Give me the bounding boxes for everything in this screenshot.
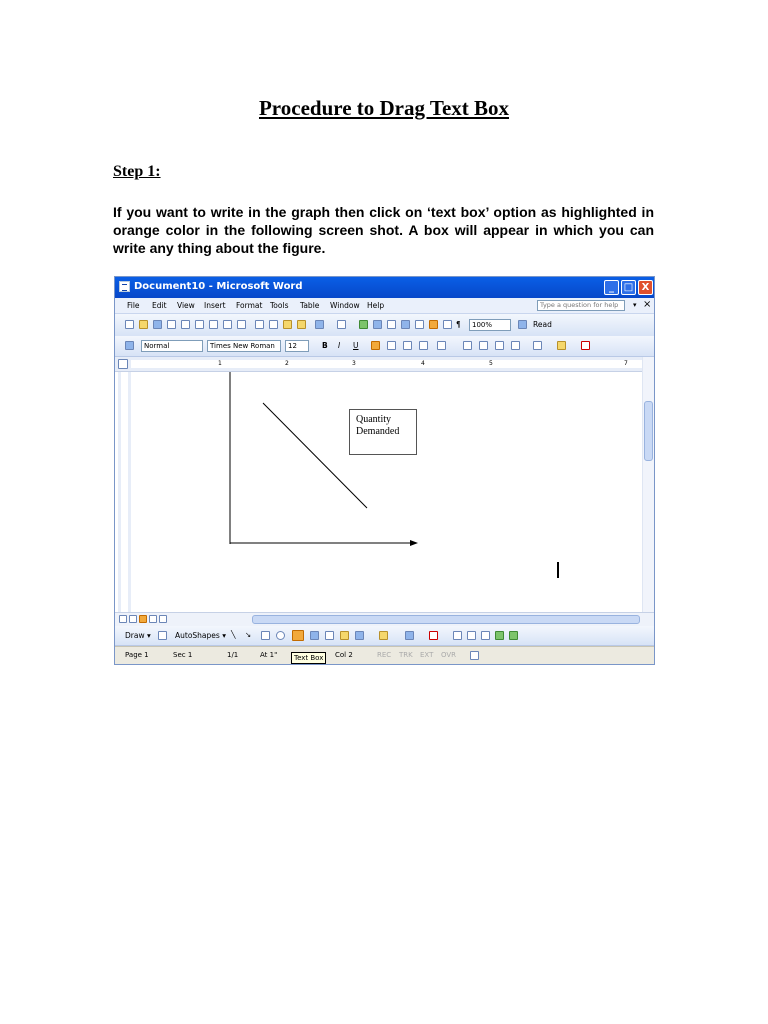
ruler-mark: 5: [489, 360, 493, 367]
status-col: Col 2: [335, 651, 353, 659]
help-icon[interactable]: [518, 320, 527, 329]
status-pages: 1/1: [227, 651, 239, 659]
word-screenshot: [114, 276, 655, 665]
ruler-mark: 1: [218, 360, 222, 367]
web-view-icon[interactable]: [129, 615, 137, 623]
status-bar: [115, 646, 654, 665]
autoshapes-menu[interactable]: AutoShapes ▾: [175, 631, 226, 640]
increase-indent-icon[interactable]: [511, 341, 520, 350]
print-layout-icon[interactable]: [139, 615, 147, 623]
standard-toolbar: [115, 314, 654, 337]
quantity-demanded-textbox[interactable]: [349, 409, 417, 455]
draw-font-color-icon[interactable]: [429, 631, 438, 640]
underline-button[interactable]: U: [353, 341, 359, 350]
zoom-select[interactable]: 100%: [469, 319, 511, 331]
show-hide-icon[interactable]: ¶: [456, 320, 461, 329]
outline-view-icon[interactable]: [149, 615, 157, 623]
x-axis-arrowhead: [410, 540, 418, 546]
permission-icon[interactable]: [167, 320, 176, 329]
document-page[interactable]: [132, 372, 642, 612]
menu-edit[interactable]: Edit: [152, 301, 167, 310]
menu-view[interactable]: View: [177, 301, 195, 310]
ruler-mark: 3: [352, 360, 356, 367]
menu-help[interactable]: Help: [367, 301, 385, 310]
justify-icon[interactable]: [419, 341, 428, 350]
align-center-icon[interactable]: [387, 341, 396, 350]
columns-icon[interactable]: [415, 320, 424, 329]
vertical-scroll-thumb[interactable]: [644, 401, 653, 461]
vertical-scrollbar[interactable]: [642, 357, 655, 612]
menu-window[interactable]: Window: [330, 301, 360, 310]
bullets-icon[interactable]: [479, 341, 488, 350]
document-map-icon[interactable]: [443, 320, 452, 329]
menu-table[interactable]: Table: [300, 301, 320, 310]
align-right-icon[interactable]: [403, 341, 412, 350]
text-box-tool-icon[interactable]: [292, 630, 304, 641]
paste-icon[interactable]: [283, 320, 292, 329]
window-title: Document10 - Microsoft Word: [134, 281, 303, 292]
arrow-tool-icon[interactable]: ↘: [245, 630, 252, 639]
line-style-icon[interactable]: [453, 631, 462, 640]
fill-color-icon[interactable]: [379, 631, 388, 640]
graph-drawing: [132, 372, 642, 612]
maximize-button[interactable]: □: [621, 280, 636, 295]
menu-file[interactable]: File: [127, 301, 140, 310]
dash-style-icon[interactable]: [467, 631, 476, 640]
formatting-toolbar: [115, 336, 654, 357]
cut-icon[interactable]: [255, 320, 264, 329]
textbox-line-2: Demanded: [356, 426, 400, 437]
help-dropdown-icon[interactable]: ▾: [633, 301, 637, 309]
menu-format[interactable]: Format: [236, 301, 263, 310]
horizontal-scrollbar[interactable]: [115, 612, 654, 627]
redo-icon[interactable]: [337, 320, 346, 329]
line-spacing-icon[interactable]: [437, 341, 446, 350]
copy-icon[interactable]: [269, 320, 278, 329]
reading-view-icon[interactable]: [159, 615, 167, 623]
shadow-icon[interactable]: [495, 631, 504, 640]
bold-button[interactable]: B: [322, 341, 328, 350]
word-document-icon: [119, 281, 130, 292]
help-search-input[interactable]: Type a question for help: [537, 300, 625, 311]
save-icon[interactable]: [153, 320, 162, 329]
menu-tools[interactable]: Tools: [270, 301, 289, 310]
close-button[interactable]: X: [638, 280, 653, 295]
arrow-style-icon[interactable]: [481, 631, 490, 640]
ruler-mark: 2: [285, 360, 289, 367]
status-section: Sec 1: [173, 651, 193, 659]
font-select[interactable]: Times New Roman: [207, 340, 281, 352]
insert-excel-icon[interactable]: [401, 320, 410, 329]
email-icon[interactable]: [181, 320, 190, 329]
menu-insert[interactable]: Insert: [204, 301, 226, 310]
highlight-icon[interactable]: [557, 341, 566, 350]
undo-icon[interactable]: [315, 320, 324, 329]
status-page: Page 1: [125, 651, 149, 659]
vertical-ruler-track: [121, 372, 128, 612]
status-rec[interactable]: REC: [377, 651, 392, 659]
borders-icon[interactable]: [533, 341, 542, 350]
instruction-text: If you want to write in the graph then click on ‘text box’ option as highlighted in orange color in the following screen shot. A box will appear in which you can write any thing about the figure.: [113, 204, 654, 256]
spelling-icon[interactable]: [223, 320, 232, 329]
tables-borders-icon[interactable]: [373, 320, 382, 329]
select-objects-icon[interactable]: [158, 631, 167, 640]
print-preview-icon[interactable]: [209, 320, 218, 329]
text-box-tooltip: Text Box: [291, 652, 326, 664]
align-left-icon[interactable]: [371, 341, 380, 350]
3d-icon[interactable]: [509, 631, 518, 640]
window-titlebar: [115, 277, 654, 298]
instruction-paragraph: [113, 203, 654, 257]
new-document-icon[interactable]: [125, 320, 134, 329]
decrease-indent-icon[interactable]: [495, 341, 504, 350]
styles-icon[interactable]: [125, 341, 134, 350]
format-painter-icon[interactable]: [297, 320, 306, 329]
status-ovr[interactable]: OVR: [441, 651, 457, 659]
spelling-status-icon[interactable]: [470, 651, 479, 660]
status-trk[interactable]: TRK: [399, 651, 413, 659]
tab-selector-icon[interactable]: [118, 359, 128, 369]
print-icon[interactable]: [195, 320, 204, 329]
ruler-track: [131, 360, 643, 368]
status-ext[interactable]: EXT: [420, 651, 434, 659]
research-icon[interactable]: [237, 320, 246, 329]
doc-title: Procedure to Drag Text Box: [258, 96, 510, 120]
minimize-button[interactable]: _: [604, 280, 619, 295]
rectangle-tool-icon[interactable]: [261, 631, 270, 640]
doc-close-icon[interactable]: ×: [643, 299, 652, 310]
ruler-mark: 4: [421, 360, 425, 367]
hyperlink-icon[interactable]: [359, 320, 368, 329]
diagram-icon[interactable]: [325, 631, 334, 640]
font-color-icon[interactable]: [581, 341, 590, 350]
style-select[interactable]: Normal: [141, 340, 203, 352]
wordart-icon[interactable]: [310, 631, 319, 640]
normal-view-icon[interactable]: [119, 615, 127, 623]
oval-tool-icon[interactable]: [276, 631, 285, 640]
clip-art-icon[interactable]: [340, 631, 349, 640]
italic-button[interactable]: I: [338, 341, 341, 350]
draw-menu[interactable]: Draw ▾: [125, 631, 151, 640]
read-button[interactable]: Read: [533, 320, 552, 329]
status-at: At 1": [260, 651, 278, 659]
horizontal-scroll-thumb[interactable]: [252, 615, 640, 624]
numbering-icon[interactable]: [463, 341, 472, 350]
horizontal-ruler: [115, 357, 654, 372]
font-size-select[interactable]: 12: [285, 340, 309, 352]
line-color-icon[interactable]: [405, 631, 414, 640]
open-icon[interactable]: [139, 320, 148, 329]
line-tool-icon[interactable]: ╲: [231, 630, 236, 639]
drawing-toolbar-icon[interactable]: [429, 320, 438, 329]
ruler-mark: 7: [624, 360, 628, 367]
insert-table-icon[interactable]: [387, 320, 396, 329]
picture-icon[interactable]: [355, 631, 364, 640]
step-heading: Step 1:: [113, 163, 161, 180]
vertical-ruler: [118, 372, 131, 612]
drawing-toolbar: [115, 626, 654, 646]
textbox-line-1: Quantity: [356, 414, 391, 425]
